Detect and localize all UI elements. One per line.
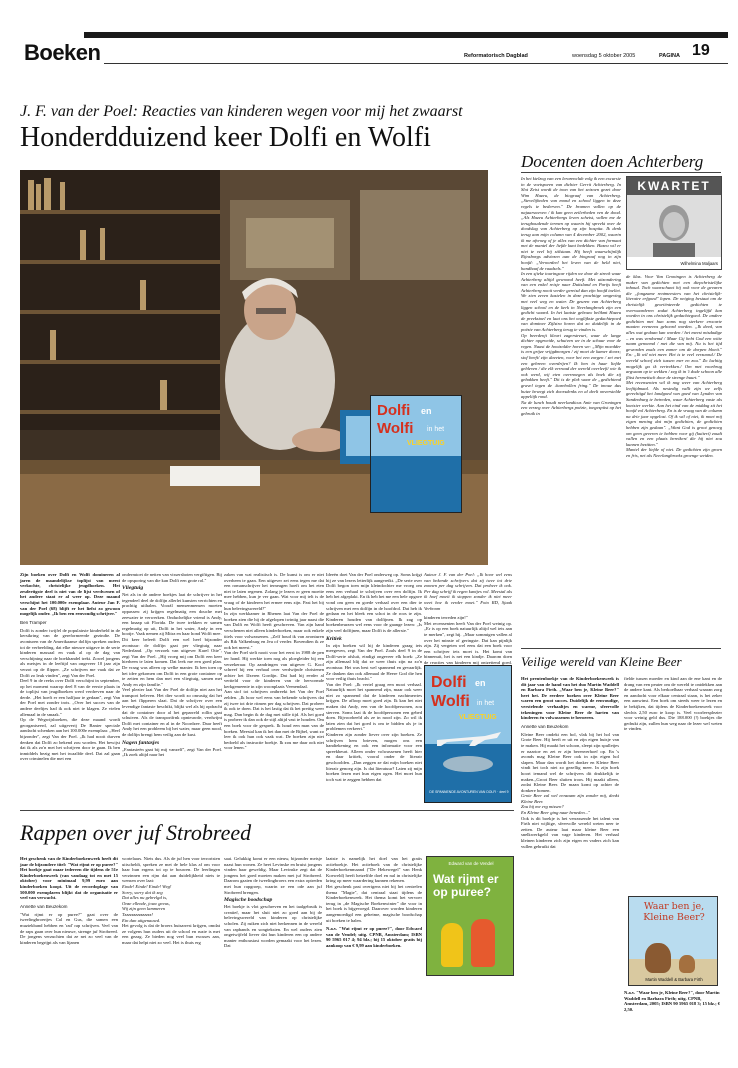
section-header bbox=[24, 32, 724, 78]
rappen-poem-7: Ein dan uitgenauwd. bbox=[122, 917, 161, 923]
rappen-col3 bbox=[224, 856, 322, 949]
bear-big bbox=[645, 943, 671, 973]
lead-body-12: Aan stof tot schrijven ontbreekt het Van der Poel zelden. „Ik hoor wel eens van bekende schrijvers dat zij twee tot drie ritmen per dag schrijven. Dat probeer ik ook te doen. Dat is het lastig dat ik het prettig weer mag. Dan begin ik de dag met stille tijd. Als het goed is probeer ik dan ook de stijl altijd vast te houden. Om een boek voor de gesprek. Ik houd een man van de boeken. Meestal kan ik het dan met de Bijbel, want zo leer ik ook hun ook vaak wat. De boeken zijn niet bedoeld als instructie boekje. Ik zou me daar ook niet voor lenen." bbox=[224, 689, 324, 751]
large-cover-title-inhet: in het bbox=[477, 700, 495, 707]
cover-title-and: en bbox=[421, 406, 432, 416]
kleine-beer-heading: Veilige wereld van Kleine Beer bbox=[521, 654, 682, 669]
page-number: 19 bbox=[692, 42, 710, 59]
rappen-poem-5: Wij zijn geen lammeren bbox=[122, 906, 166, 912]
large-cover-title-and: en bbox=[475, 678, 486, 688]
rappen-body-6: laatste is namelijk het doel van het gratis actieboekje. Het actieboek van de christelijke Kinderboekenmaand ("De Hekewegel" van Henk Koeweld) heeft hetzelfde doel en nal in christelijke kring op meer waardering kunnen rekenen. bbox=[326, 856, 422, 884]
column-text-a: In het kielzog van een lerarenclub volg ik een excursie in de voetsporen van dichter Gerrit Achterberg. In Slot Zeist wordt de toon van het seizoen gezet door Wim Hazeu, de biograaf van Achterberg. „Stevelijheden van mond en school liggen in deze regels te bederven." De bramen vallen op de najaarsweven / ik kan geen zeilerheden ven de dood. „Als Hazeu Achterbergs leven schetst, vallen me de terughoudende termen op waarin hij spreekt over de doodslag van Achterberg op zijn hospita. Ik denk terug aan mijn column van 4 december 2002, waarin ik me afvroeg of je alles van een dichter van formaat met de mantel der liefde kunt bedekken. Hazeu wil er niet te veel bij stilstaan. Hij heeft waarschijnlijk Rijnsborgs adviezen aan de biograaf nog in zijn hoofd: „Veroordeel het leven van de held niet, handhaaf de raadsels." bbox=[521, 176, 621, 271]
kleine-beer-body-1: Kleine Beer ondekt een bol, vlak bij het hol van Grote Beer. Hij heeft er uit en zijn eigen huisje van te maken. Hij maakt het schoon, sleept zijn spulletjes er naartoe en zet er zijn berenverhoef op. En 's avonds mag Kleine Beer ook in zijn eigen hol slapen. Maar dan wordt het donker en Kleine Beer vindt het toch niet zo gezellig meer. In zijn boek hoort iemand wel de schrijvers dit drukkelijk te maken.„Groot Beer sluiten troos. Hij maakt alleen, zodat Kleine Beer. De maan komt op achter de donkere bomen. bbox=[521, 731, 619, 793]
puree-figure-1 bbox=[441, 923, 463, 967]
lead-body-15: Van der Poel: „Ik vertel graag een mooi verhaal. Natuurlijk moet het spannend zijn, maar ook weer niet zo spannend dat de kinderen nachtmerries krijgen. De afloop moet goed zijn. Ik kan het niet maken dat Andy, een van de hoofdpersonen, zou sterven. Soms laat ik de hoofdpersonen een gebed doen. Bijvoorbeeld als ze in nood zijn. Zo wil ik laten zien dat het goed is om te bidden als je in problemen verkeert." bbox=[326, 681, 422, 732]
kleine-beer-body-6: fielde tussen moeder en kind aan de ene kant en de drang van een peuter om de wereld te ontdekken aan de andere kant. Als berkoelbaar verhaal waaran zorg en aandacht voor elkaar centraal staan, is het zeker een aanwinst. Een boek om steeds weer te lezen en te bekijken, dat tijdens de Kinderboekenweek voor slechts 2,50 euro te koop is. Veel voorleesplezier voor weinig geld dus. Die 188.000 (!) boekjes die gedrukt zijn, zullen hun weg naar de lezer wel weten te vinden. bbox=[624, 676, 722, 732]
large-cover-plane-label: VLIEGTUIG bbox=[459, 714, 497, 721]
lead-headline: Honderdduizend keer Dolfi en Wolfi bbox=[20, 122, 431, 153]
lead-body-14: In zijn boeken wil hij de kinderen graag iets meegeven, zegt Van der Poel. Zoals deel 9 in de Dolfi-serie afsluit, eindigt ongeveer elk boek: „Ze zijn allemaal blij dat ze weer thuis zijn na zo'n avontuur. Het was best wel spannend en gevaarlijk. Ze danken dan ook allemaal de Heere God die hen voor veilig thuis bracht." bbox=[326, 642, 422, 682]
rappen-body-7: Het geschenk past overigens niet bij het centrelen thema "Magie", dat centraal staat tijdens de Kinderboekenweek. Het thema komt het vervoer terug in „de Magische Boekenwinter" die voor in het boek is bijgevoegd. Daarover worden kinderen aangemoedigd een geheime, magische boodschap uit boeken te halen. bbox=[326, 883, 422, 923]
lead-body-16: Kinderen zijn zonder liever over zijn boeken. Ze schrijven hem brieven, mogen ons een handtekening en ook een informatie voor een spreekbeurt. Alleen onder volwassenen heeft hier en daar kritiek, vooral onder de literair geschoolden. „Dan zeggen ze dat mijn boeken niet literair genoeg zijn. Is dat literatuur? Laten zij mijn boeken lezen met hun eigen ogen. Het moet hun toch wat te zeggen hebben dat bbox=[326, 732, 422, 782]
lead-body-11: Van der Poel stelt nooit voor het eerst in 1988 de pen ter hand. Hij werkte toen nog als ploegleider bij een verzekeraar. Op aandringen van uitgever G. Kool schreef hij een verhaal over verdwijnde christenen achter het IJzeren Gordijn. Dat had hij eerder al vertteld voor de kinderen van de hervormde kerkgemeente in zijn woonplaats Veenendaal. bbox=[224, 650, 324, 689]
column-text-b: In een sjieke touringcar rijden we door de streek waar Achterberg altijd gewoond heeft. Met uitzondering van een enkel reisje naar Duitsland en Parijs heeft Achterberg nooit verder gereisd dan zijn hoofd toeliet. We zien zeven kastelen in deze prachtige omgeving met veel weg en water. De geuren van Achterberg liggen school en de kerk in Neerlangbroek zijn een gedicht waard. In het laatste gebouw belikmt Hazeu de preekstoel en laat ons het ooglijkste gedachtepoed van dominee Zijlstra horen dat zo duidelijk in de poëzie van Achterberg terug te vinden is. bbox=[521, 271, 621, 333]
rappen-poem-4: Onze ellende, jouw geeus, bbox=[122, 900, 170, 906]
rappen-intro: Het geschenk van de Kinderboekenweek heeft dit jaar de bijzondere titel: "Wat rijmt er op puree?" Het boekje gaat maar iedereen die tijdens de 51e Kinderboekenweek (van vandaag tot en met 15 oktober) voor minimaal 9,99 euro aan kinderboeken koopt. Uit de recordoplage van 500.000 exemplaren blijkt dat de organisatie er veel van verwacht. bbox=[20, 856, 118, 901]
lead-article-col5 bbox=[424, 572, 512, 677]
cover-plane-label: VLIEGTUIG bbox=[407, 440, 445, 447]
kleine-beer-byline: Annette van Beuzekom bbox=[521, 723, 569, 729]
column-text-e: de klas. Voor Van Groningen is Achterberg de maker van gedichten met een diepchristelijke inhoud. Toch waarschuwt hij ook voor de gevaren die „fongzame rentmeesters van het christelijk-literaire erfgoed" lopen. De neiging bestaat om de christelijk georiënteerde gedichten te overwaarderen zodat Achterberg ingelijfd kan worden in ons christelijk gedachtegoed. De andere gedichten met hun soms nog sterkere erocarte maaten eveneens gehoord worden. „Ik deed, van alles wat gedaan kan worden / het meest misdadige – en was verdoemd / Maar Gij hebt God een witte naam genoemd / met die van mij. Nu is het tijd geworden zoals een zomer om de dorpen bloeit." En: „Ik wil niet meer. Het is te veel verzuond./ De wereld schoof zich tussen mer en zou." Zo luchtig mogelijk ga ik vertrekken./ Om met voorbrug argwaan op te wekken / zeg ik in 't dode schoon alle flitst hermetisch door de strenge buurt." bbox=[626, 274, 722, 380]
column-heading: Docenten doen Achterberg bbox=[521, 152, 704, 171]
kleine-beer-cover bbox=[628, 896, 718, 986]
lead-intro: Zijn boeken over Dolfi en Wolfi domineren al jaren de maandelijkse toplijst van meest verkochte, christelijke jeugdboeken. Het zesdertigste deel is niet van de lijst verdwenen of het andere staat er al weer op. Deze maand verschijnt het 100.000e exemplaar. Auteur Jan F. van der Poel (68) blijft er het liefst zo gewoon mogelijk onder. „Ik ben een eenvoudig schrijver." bbox=[20, 572, 120, 617]
column-text-col2 bbox=[626, 274, 722, 459]
lead-article-col4 bbox=[326, 572, 422, 782]
section-header-rule bbox=[104, 63, 728, 64]
kleine-beer-body-5: Ook is dit boekje is het verrassende het talent van Firth niet wijliige, sfeervolle wereld weten neer te zetten. De auteur laat maar kleine Beer een snelkwerkgeld van vage kinderen. Het verhaal kleinen kinderen zich zijn eigen en vaders zich kan vullen gebruikt dat bbox=[521, 815, 619, 849]
rappen-body-1: "Wat rijmt er op puree?" gaat over de tweelingbroertjes Cal en Gus, die samen een muziekband hebben en 'rad' rap schrijven. Veel van de raps gaan over hun nieuwe, strenge juf Strobreed. De jongens verzuchten dat ze net zo veel van de kinderen begrijpt als van lijanen bbox=[20, 911, 118, 945]
lead-body-7: Veel plezier laat Van der Poel de dolfijn niet aan het transport beleven. Het dier wordt zo onrustig dat het aan het flipperen slaat. Dat de schrijver over een levendige fantasie beschikt, blijkt wel als hij opdracht dat de container door al het geparreld rollin gaat schuiven. Als de transportfrnk opnieuwde, verdwijnt Dolfi met container en al in de Noordzee. Daar heeft Andy het een probleem bij het water, maar geen nood, de dolfijn brengt hem veilig aan de kust. bbox=[122, 687, 222, 738]
column-text-c: Op beerdenji kleuri zagerstreuri, waar de lange dichter opgroeide, schuiven we in de schuur voor de regen. Naast de hooizolder horen we: „Mijn moedder is een grijze vrijgdmorgen / zij moet de kamer doorz; stof beeft/ zijn daveten, voor het een zorgen / zei met een gebreen overdrijen? Ik ben in haar liefde gebleven / die elk verraad der wereld overleeft/ wie ik ook werd, wij eten overnoegen als boek die zij gebakken heeft." Dit is de plek waar de „gedichtend gravel tegen de ‹harebollen fring." De imoue dus huize bewegt zich doorsdenks en al deelt onverstelde appeliijk rond. bbox=[521, 332, 621, 400]
dolfi-book-cover-small bbox=[370, 395, 462, 513]
section-header-band bbox=[84, 32, 728, 38]
columnist-credit: Wilhelmina Maljaars bbox=[680, 261, 718, 266]
column-rule bbox=[521, 172, 721, 173]
cover-title-dolfi: Dolfi bbox=[377, 402, 411, 419]
kleine-beer-cover-title: Waar ben je, Kleine Beer? bbox=[643, 901, 705, 923]
rappen-body-5: Het boekje is vlot geschreven en het taalgebruik is creatief, maar het sluit niet zo goed aan bij de belevingswereld van kinderen op christelijke scholen. Zij ruiken zich niet herkennen in de wereld van rapbands en songteksten. En wel ouders zien ongetwijfeld liever dat hun kinderen een op andere manier enthousiast worden gemaakt voor het lezen. Dat bbox=[224, 904, 322, 949]
lead-body-18: Met recensenten heeft Van der Poel weinig op. „Er is op een boek natuurlijk altijd wel iets aan te merken", zegt hij. „Maar sommigen vallen al over het minste of geringste. Dat kan pijnlijk zijn. Zij vergeten wel eens dat een boek voor een schrijver iets moet is. Het komt van binnenuit, het is net een kindje. Daarom doen de reacties van kinderen mij ontzettend goed. bbox=[424, 620, 512, 665]
cover-title-wolfi: Wolfi bbox=[377, 420, 414, 437]
lead-article-col1 bbox=[20, 572, 120, 762]
lead-body-17: kinderen terreden zijn!" bbox=[424, 615, 468, 621]
page-label: PAGINA bbox=[659, 53, 680, 59]
lead-body-2: Deel 9 in de reeks over Dolfi verschijnt in september, op het moment waarop deel 8 van de eerste plaats in de toplijst van jeugdboeken werd verdreven naar de derde. „Het hoeft er een halfjaar te gedaan", zegt Van der Poel met zonder trots. „Over het succes van de andere deeltjes had ik ook niet te klagen. Ze vielen allemaal in de smaak." bbox=[20, 678, 120, 717]
lead-body-10: In zijn werkkamer in Rhenen laat Van der Poel de boeken zien die hij de afgelopen twintig jaar naast die van Dolfi en Wolfi heeft geschreven. Van zijn hand verschenen niet alleen kinderboeken, maar ook enkele titels voor volwassenen. „Zelf houd ik van avonturen als Rik Valkenburg en Jeu of verder. Bovendien ik ze ook het meest." bbox=[224, 611, 324, 650]
column-text-d: Na de lunch houdt neerlandicus Anie van Groningen een verzeg over Achterbergs poëzie, toegespitst op het gebruik in bbox=[521, 399, 621, 416]
large-cover-bottom-text: DE SPANNENDE AVONTUREN VAN DOLFI · deel 9 bbox=[429, 790, 509, 794]
rappen-col1 bbox=[20, 856, 118, 945]
lead-article-col3 bbox=[224, 572, 324, 751]
rappen-rule bbox=[20, 810, 514, 811]
lead-body-1: Dolfi is zonder twijfel de populairste kinderheld in de kerstkring van de gereformeerde gezindte. De avonturen van de Amerikaanse dolfijn spreken ouders tot de verbeelding, dat elke nieuwe uitgave in de serie kinderen massaal en vaak al op de dag van verschijning naar de boekhandel trekt. Zowel jongens als meisjes in de leeftijd van ongeveer 10 jaar zijn verzot op de flipper. „Ze schrijven me vaak dat ze Dolfi zo leuk vinden", zegt Van der Poel. bbox=[20, 627, 120, 678]
lead-body-9: zaken van wat realistisch is. De kunst is om er niet overheen te gaan. Een uitgever zei eens tegen me dat een romanschrijver het terneagen hoeft om het eten niet te laten regenen. Zolang je lezers er geen moeite mee hebben, kun je ver gaan. Wat voor mij telt is de vraag of de kinderen het ermee eens zijn. Past het bij hun belevingswereld?" bbox=[224, 572, 324, 611]
rappen-poem-1: Einde! Einde! Einde! Weg! bbox=[122, 883, 172, 889]
kleine-beer-col1 bbox=[521, 676, 619, 849]
lead-kicker: J. F. van der Poel: Reacties van kinderen wegen voor mij het zwaarst bbox=[20, 103, 463, 120]
rappen-body-2: wortelaars. Niets dus. Als de juf hen voor terroristen uitscheldt, spreken ze met de hele klas af om voor haar hun ergens tot op te bouwen. De leerlingen verzinnen een rijm dat aan duidelijkheid niets te wensen over laat: bbox=[122, 856, 220, 884]
lead-subhead-1: Vliegtuig bbox=[122, 585, 144, 592]
kwartet-label: KWARTET bbox=[627, 177, 721, 195]
kleine-beer-cover-authors: Martin Waddell & Barbara Firth bbox=[645, 977, 703, 982]
rappen-col4 bbox=[326, 856, 422, 949]
columnist-photo bbox=[627, 195, 721, 257]
rappen-body-3: Het gevolg is dat de broers huisarrest krijgen, omdat ze volgens hun ouders uit de school en ruzie is met een gezag. Ze bieden nog veel bun excuses aan, maar dat helpt niet zo veel. Het is thuis erg bbox=[122, 923, 220, 945]
large-cover-dolphin bbox=[443, 756, 493, 772]
section-title: Boeken bbox=[24, 40, 101, 65]
lead-body-5: Net als in de andere boekjes laat de schrijver in het tegendeel deel de dolfijn allerlei kunsten verrichten en prachtig uithalen. Voorál mensenmensen moeten oppassen: zij krijgen regelmatig een douche met zeewater te verwerken. Onduchelijke vriend is Andy, een knaap uit Florida. De twee trekken er samen regelmatig op uit, Dolfi in het water, Andy in een bootje. Vaak nemen zij Mitra en haar hond Wolfi mee. bbox=[122, 592, 222, 637]
lead-article-col2 bbox=[122, 572, 222, 758]
large-cover-title-dolfi: Dolfi bbox=[431, 674, 467, 691]
cover-title-inhet: in het bbox=[427, 426, 445, 433]
kleine-beer-rule bbox=[521, 648, 721, 649]
rappen-poem-3: Dat alles nu gebrelgd is, bbox=[122, 895, 168, 901]
lead-subhead-2: Nagen fantasjes bbox=[122, 739, 160, 746]
rappen-heading: Rappen over juf Strobreed bbox=[20, 820, 252, 845]
column-text-f: Met recensenten wil ik nog weer van Achterberg leeftijdmaal. Als nestedig vallt zijn we zelfs gerechtigd het landgoed van goed van Lynden van Sandenburg te betreden, waar Achterberg vaste als koetsier werkte. Aan het eind van de middag zit het hoofd vol Achterberg. En is de vraag van de column na drie jaar opgelost. Of ik wil of niet, ik moet mij eigen mening dat mijn gedichten, de gedichten hebben zijn gedaan". „Want God is groot genoeg om geen geveren te hebben voor gij (kuitert) zoudt vallen en een plaats bereiken/ die hij niet zou kunnen bezitten." bbox=[626, 380, 722, 447]
puree-figure-2 bbox=[471, 919, 495, 967]
rappen-col2 bbox=[122, 856, 220, 946]
puree-cover-title: Wat rijmt er op puree? bbox=[433, 872, 499, 899]
column-text-g: Mantel der liefde of niet. De gedichten zijn groen en fris, net als Neerlangbroeks groenge weiden. bbox=[626, 447, 722, 458]
page-date: woensdag 5 oktober 2005 bbox=[572, 53, 636, 59]
lead-body-4: ondermtoet de netten van vissersboten vergiftigen. Bij de opsporing van die kan Dolfi een grote rol." bbox=[122, 572, 222, 583]
kleine-beer-intro: Het prentenboekje van de Kinderboekenweek is dit jaar van de hand van het duo Martin Waddell en Barbara Firth. „Waar ben je, Kleine Beer?" heet het. De eerdere boeken over Kleine Beer waren een groot succes. Duidelijk de eenvoudige, verstelende verhaaltjes en warme, sfeervolle tekeningen voor Kleine Beer de harten van kinderen én volwassenen te beroeren. bbox=[521, 676, 619, 721]
kleine-beer-body-3: Zou hij me erg missen? bbox=[521, 804, 564, 810]
plane-icon bbox=[435, 728, 505, 748]
lead-body-3: Op de Wegwijsboeken, die deze maand wordt georganiseerd, zal uitgeverij De Banier speciale aandacht schenken aan het 100.000e exemplaar. „Heel bijzonder", zegt Van der Poel. „Ik had nooit durven denken dat Dolfi zo bekend zou worden. Het bewijst dat ik als zo'n met het schrijven door te gaan. Ik ben inmiddels bezig met het twaalfde deel. Dat zal gaan over criminelen die met een bbox=[20, 717, 120, 762]
lead-byline: Ben Tramper bbox=[20, 619, 47, 625]
large-cover-title-wolfi: Wolfi bbox=[431, 693, 470, 710]
kwartet-box bbox=[626, 176, 722, 270]
rappen-poem-6: Tzzzzzzzzzzzzzzz! bbox=[122, 911, 153, 917]
rappen-info: N.a.v. "Wat rijmt er op puree?", door Edward van de Vendel; uitg. CPNB, Amsterdam; ISBN 90 5965 017 4; 94 blz.; bij 15 oktober gratis bij aankoop van € 9,99 aan kinderboeken. bbox=[326, 926, 422, 948]
dolfi-book-cover-large bbox=[424, 665, 512, 803]
column-text-col1 bbox=[521, 176, 621, 417]
lead-body-13: Ideeën doet Van der Poel onderweg op. Soms krijgt hij ze van lezers letterlijk aangereikt. „De serie over Dolfi begon toen mijn kleindochter me vroeg om eens een verhaal te schrijven over een dolfijn. Ik heb het afgeplakt. En ik heb het me een hele opgave vond om geen en goede verhaal over een dier te schrijven met een dolfijn in de hoofdrol. Dat heb ik gedaan en het bleek een schot in de roos te zijn. Kinderen houden van dolfijnen. Ik zag op boekenbeurzen wel eens voor de gaange lezen: „Is zijn veel dolfijnen, maar Dolfi is de allerste." bbox=[326, 572, 422, 633]
paper-name: Reformatorisch Dagblad bbox=[464, 53, 528, 59]
puree-cover-author: Edward van de Vendel bbox=[448, 861, 494, 866]
rappen-body-4: saai. Gelukkig komt er een nieuw, bijzonder meisje naast hun wonen. Ze heet Levinske en bruist jongens vinden haar geweldig. Maar Levinske zegt dat de jongens het goed moeten maken met juf Strobreed. Daarom gaaien de tweelingbroers een extra optreden met hun rapgroep, waarin ze een ode aan juf Strobreed brengen. bbox=[224, 856, 322, 895]
lead-subhead-3: Kritiek bbox=[326, 635, 342, 642]
kleine-beer-body-4: En Kleine Beer ging naar beneden..." bbox=[521, 810, 591, 816]
lead-body-6: Dit keer beleeft Dolfi een wel heel bijzonder avontuur: de dolfijn gaat per vliegtuig naar Nederland. „Op verzoek van uitgever Karel Otte", zegt Van der Poel. „Hij vroeg mij om Dolfi een keer hierheen te laten komen. Dat leek me een goed plan. De vraag was alleen op welke manier. Ik ben toen op het idee gekomen om Dolfi in een grote container op te zetten en hem dan met een vliegtuig, samen met Andy en zijn familie." bbox=[122, 636, 222, 687]
rappen-poem-2: Sorry, sorry dat ik zeg bbox=[122, 889, 163, 895]
puree-book-cover bbox=[426, 856, 514, 976]
photo-caption: Auteur J. F. van der Poel: „Ik hoor wel eens van bekende schrijvers dat zij twee tot drie zonnen per dag schrijven. Dat probeer ik ook. Per dag schrijf ik regen kantjes vol. Meestal als ik hoef moeit ik stoppen zonder ik niet meer weet hoe ik verder moet." Foto RD, Sjaak Verboom bbox=[424, 572, 512, 611]
lead-body-8: „Fantasieën gaat bij mij vanzelf", zegt Van der Poel. „Ik zoek altijd naar het bbox=[122, 746, 222, 758]
kleine-beer-body-2: Grote Beer zal wel eenzaam zijn zonder mij, denkt Kleine Beer. bbox=[521, 793, 619, 804]
kleine-beer-col2 bbox=[624, 676, 722, 732]
rappen-byline: Annette van Beuzekom bbox=[20, 903, 68, 909]
bear-small bbox=[679, 955, 695, 973]
kleine-beer-info: N.a.v. "Waar ben je, Kleine Beer?", door Martin Waddell en Barbara Firth; uitg. CPNB, Amsterdam, 2005; ISBN 90 5965 018 3; 15 blz.; € 2,50. bbox=[624, 990, 721, 1012]
rappen-subhead-1: Magische boodschap bbox=[224, 897, 273, 904]
